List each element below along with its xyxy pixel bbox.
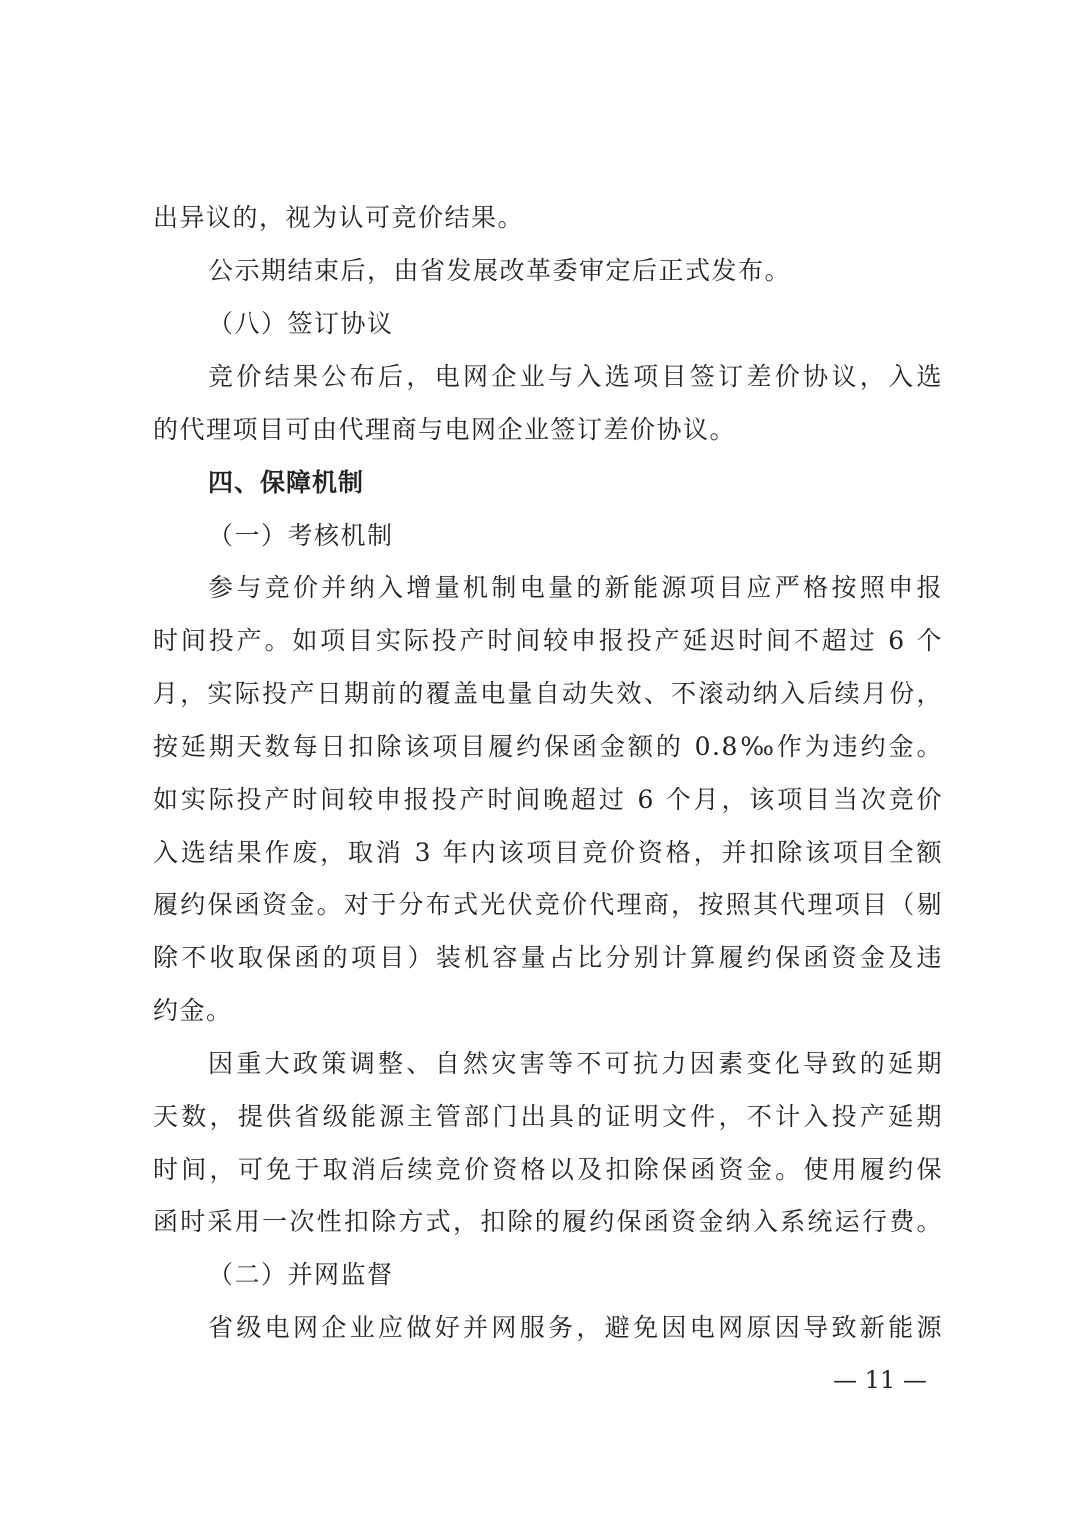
paragraph-line-17: 因重大政策调整、自然灾害等不可抗力因素变化导致的延期	[208, 1049, 943, 1078]
subsection-heading-2: （二）并网监督	[208, 1260, 394, 1289]
paragraph-line-19: 时间，可免于取消后续竞价资格以及扣除保函资金。使用履约保	[153, 1155, 943, 1184]
paragraph-line-12: 如实际投产时间较申报投产时间晚超过 6 个月，该项目当次竞价	[153, 785, 943, 814]
subsection-heading-8: （八）签订协议	[208, 309, 394, 338]
page-number: — 11 —	[833, 1366, 927, 1394]
paragraph-line-2: 公示期结束后，由省发展改革委审定后正式发布。	[208, 256, 792, 285]
paragraph-line-22: 省级电网企业应做好并网服务，避免因电网原因导致新能源	[208, 1313, 943, 1342]
paragraph-line-15: 除不收取保函的项目）装机容量占比分别计算履约保函资金及违	[153, 943, 943, 972]
paragraph-line-4: 竞价结果公布后，电网企业与入选项目签订差价协议，入选	[208, 362, 943, 391]
paragraph-line-16: 约金。	[153, 996, 233, 1025]
paragraph-line-18: 天数，提供省级能源主管部门出具的证明文件，不计入投产延期	[153, 1102, 943, 1131]
section-heading-4: 四、保障机制	[208, 468, 365, 497]
paragraph-line-11: 按延期天数每日扣除该项目履约保函金额的 0.8‰作为违约金。	[153, 732, 943, 761]
paragraph-line-1: 出异议的，视为认可竞价结果。	[153, 203, 525, 232]
paragraph-line-14: 履约保函资金。对于分布式光伏竞价代理商，按照其代理项目（剔	[153, 890, 943, 919]
paragraph-line-20: 函时采用一次性扣除方式，扣除的履约保函资金纳入系统运行费。	[153, 1207, 943, 1236]
paragraph-line-10: 月，实际投产日期前的覆盖电量自动失效、不滚动纳入后续月份，	[153, 679, 943, 708]
paragraph-line-5: 的代理项目可由代理商与电网企业签订差价协议。	[153, 415, 737, 444]
paragraph-line-8: 参与竞价并纳入增量机制电量的新能源项目应严格按照申报	[208, 573, 943, 602]
paragraph-line-13: 入选结果作废，取消 3 年内该项目竞价资格，并扣除该项目全额	[153, 838, 943, 867]
paragraph-line-9: 时间投产。如项目实际投产时间较申报投产延迟时间不超过 6 个	[153, 626, 943, 655]
subsection-heading-1: （一）考核机制	[208, 521, 394, 550]
